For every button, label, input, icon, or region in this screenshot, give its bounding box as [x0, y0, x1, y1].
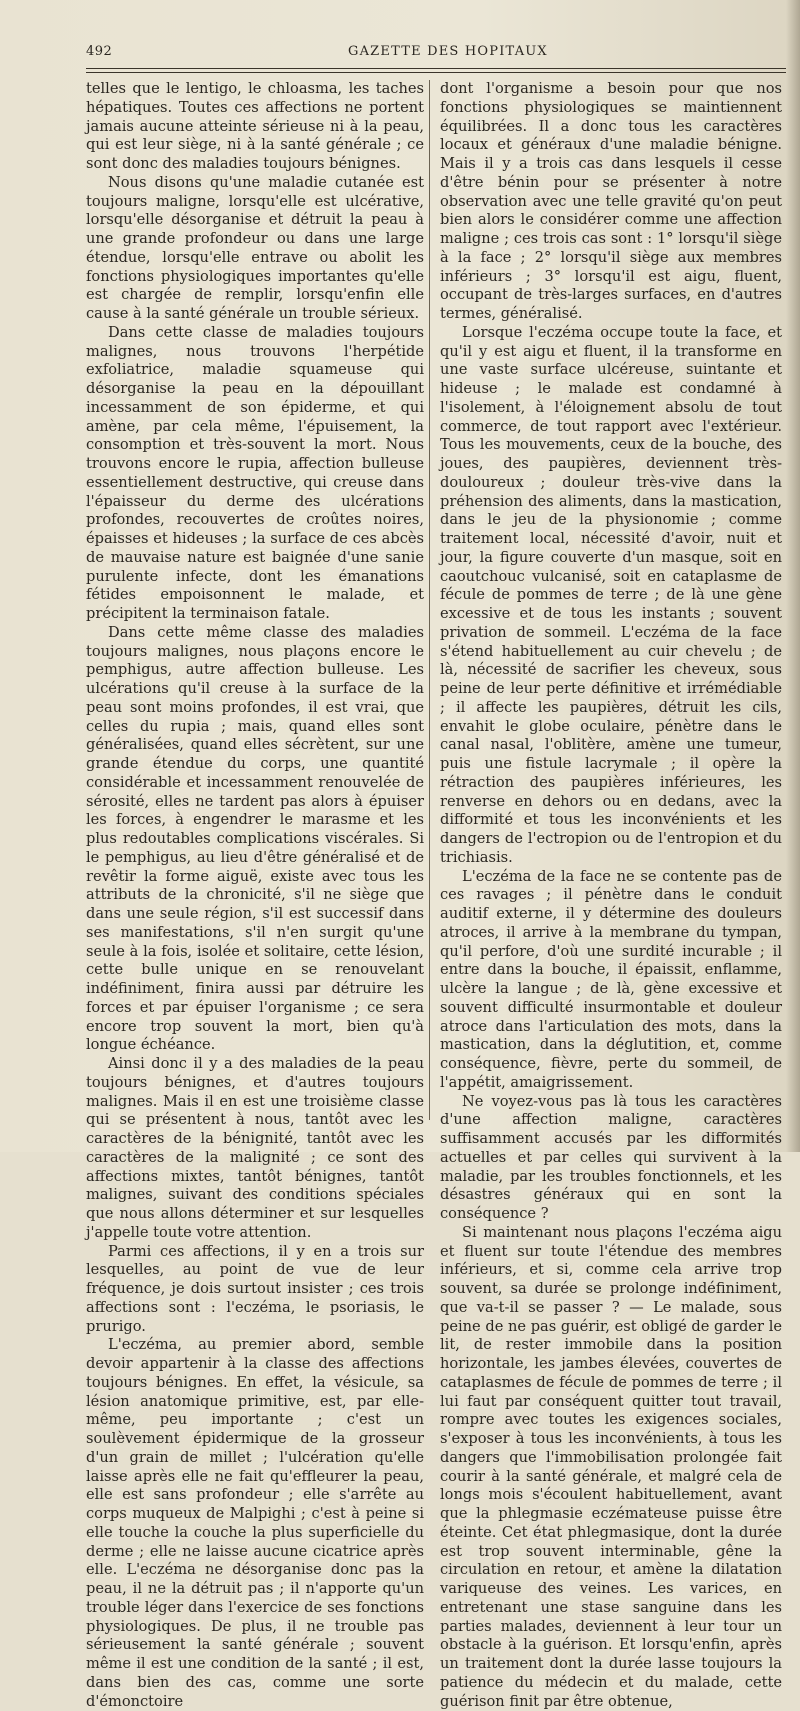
paragraph: L'eczéma de la face ne se contente pas de ces ravages ; il pénètre dans le conduit auditif externe, il y détermine des douleurs atroces, il arrive à la membrane du tympan, qu'il perfore, d'où une surdité incurable ; il entre dans la bouche, il épaissit, enflamme, ulcère la langue ; de là, gène excessive et souvent difficulté insurmontable et douleur atroce dans l'articulation des mots, dans la mastication, dans la déglutition, et, comme conséquence, fièvre, perte du sommeil, de l'appétit, amaigrissement.	[440, 867, 782, 1091]
right-column	[440, 80, 782, 1711]
paragraph: telles que le lentigo, le chloasma, les taches hépatiques. Toutes ces affections ne portent jamais aucune atteinte sérieuse ni à la peau, qui est leur siège, ni à la santé générale ; ce sont donc des maladies toujours bénignes.	[86, 80, 424, 172]
paragraph: Si maintenant nous plaçons l'eczéma aigu et fluent sur toute l'étendue des membres inférieurs, et si, comme cela arrive trop souvent, sa durée se prolonge indéfiniment, que va-t-il se passer ? — Le malade, sous peine de ne pas guérir, est obligé de garder le lit, de rester immobile dans la position horizontale, les jambes élevées, couvertes de cataplasmes de fécule de pommes de terre ; il lui faut par conséquent quitter tout travail, rompre avec toutes les exigences sociales, s'exposer à tous les inconvénients, à tous les dangers que l'immobilisation prolongée fait courir à la santé générale, et malgré cela de longs mois s'écoulent habituellement, avant que la phlegmasie eczémateuse puisse être éteinte. Cet état phlegmasique, dont la durée est trop souvent interminable, gêne la circulation en retour, et amène la dilatation variqueuse des veines. Les varices, en entretenant une stase sanguine dans les parties malades, deviennent à leur tour un obstacle à la guérison. Et lorsqu'enfin, après un traitement dont la durée lasse toujours la patience du médecin et du malade, cette guérison finit par être obtenue,	[440, 1223, 782, 1710]
scan-edge-shadow	[786, 0, 800, 1152]
header-rule-thin	[86, 68, 786, 69]
paragraph: Lorsque l'eczéma occupe toute la face, et qu'il y est aigu et fluent, il la transforme en une vaste surface ulcéreuse, suintante et hideuse ; le malade est condamné à l'isolement, à l'éloignement absolu de tout commerce, de tout rapport avec l'extérieur. Tous les mouvements, ceux de la bouche, des joues, des paupières, deviennent très-douloureux ; douleur très-vive dans la préhension des aliments, dans la mastication, dans le jeu de la physionomie ; comme traitement local, nécessité d'avoir, nuit et jour, la figure couverte d'un masque, soit en caoutchouc vulcanisé, soit en cataplasme de fécule de pommes de terre ; de là une gène excessive et de tous les instants ; souvent privation de sommeil. L'eczéma de la face s'étend habituellement au cuir chevelu ; de là, nécessité de sacrifier les cheveux, sous peine de leur perte définitive et irrémédiable ; il affecte les paupières, détruit les cils, envahit le globe oculaire, pénètre dans le canal nasal, l'oblitère, amène une tumeur, puis une fistule lacrymale ; il opère la rétraction des paupières inférieures, les renverse en dehors ou en dedans, avec la difformité et tous les inconvénients et les dangers de l'ectropion ou de l'entropion et du trichiasis.	[440, 323, 782, 866]
paragraph: Dans cette même classe des maladies toujours malignes, nous plaçons encore le pemphigus, autre affection bulleuse. Les ulcérations qu'il creuse à la surface de la peau sont moins profondes, il est vrai, que celles du rupia ; mais, quand elles sont généralisées, quand elles sécrètent, sur une grande étendue du corps, une quantité considérable et incessamment renouvelée de sérosité, elles ne tardent pas alors à épuiser les forces, à engendrer le marasme et les plus redoutables complications viscérales. Si le pemphigus, au lieu d'être généralisé et de revêtir la forme aiguë, existe avec tous les attributs de la chronicité, s'il ne siège que dans une seule région, s'il est successif dans ses manifestations, s'il n'en surgit qu'une seule à la fois, isolée et solitaire, cette lésion, cette bulle unique en se renouvelant indéfiniment, finira aussi par détruire les forces et par épuiser l'organisme ; ce sera encore trop souvent la mort, bien qu'à longue échéance.	[86, 623, 424, 1054]
page-number: 492	[86, 44, 113, 59]
paragraph: Parmi ces affections, il y en a trois sur lesquelles, au point de vue de leur fréquence, je dois surtout insister ; ces trois affections sont : l'eczéma, le psoriasis, le prurigo.	[86, 1242, 424, 1335]
paragraph: Dans cette classe de maladies toujours malignes, nous trouvons l'herpétide exfoliatrice, maladie squameuse qui désorganise la peau en la dépouillant incessamment de son épiderme, et qui amène, par cela même, l'épuisement, la consomption et très-souvent la mort. Nous trouvons encore le rupia, affection bulleuse essentiellement destructive, qui creuse dans l'épaisseur du derme des ulcérations profondes, recouvertes de croûtes noires, épaisses et hideuses ; la surface de ces abcès de mauvaise nature est baignée d'une sanie purulente infecte, dont les émanations fétides empoisonnent le malade, et précipitent la terminaison fatale.	[86, 323, 424, 622]
paragraph: Nous disons qu'une maladie cutanée est toujours maligne, lorsqu'elle est ulcérative, lorsqu'elle désorganise et détruit la peau à une grande profondeur ou dans une large étendue, lorsqu'elle entrave ou abolit les fonctions physiologiques importantes qu'elle est chargée de remplir, lorsqu'enfin elle cause à la santé générale un trouble sérieux.	[86, 173, 424, 322]
paragraph: L'eczéma, au premier abord, semble devoir appartenir à la classe des affections toujours bénignes. En effet, la vésicule, sa lésion anatomique primitive, est, par elle-même, peu importante ; c'est un soulèvement épidermique de la grosseur d'un grain de millet ; l'ulcération qu'elle laisse après elle ne fait qu'effleurer la peau, elle est sans profondeur ; elle s'arrête au corps muqueux de Malpighi ; c'est à peine si elle touche la couche la plus superficielle du derme ; elle ne laisse aucune cicatrice après elle. L'eczéma ne désorganise donc pas la peau, il ne la détruit pas ; il n'apporte qu'un trouble léger dans l'exercice de ses fonctions physiologiques. De plus, il ne trouble pas sérieusement la santé générale ; souvent même il est une condition de la santé ; il est, dans bien des cas, comme une sorte d'émonctoire	[86, 1336, 424, 1710]
page-header	[86, 44, 786, 64]
left-column	[86, 80, 424, 1711]
column-divider	[429, 80, 430, 1120]
journal-title: GAZETTE DES HOPITAUX	[348, 44, 548, 59]
paragraph: Ne voyez-vous pas là tous les caractères d'une affection maligne, caractères suffisamment accusés par les difformités actuelles et par celles qui survivent à la maladie, par les troubles fonctionnels, et les désastres généraux qui en sont la conséquence ?	[440, 1092, 782, 1222]
paragraph: Ainsi donc il y a des maladies de la peau toujours bénignes, et d'autres toujours malignes. Mais il en est une troisième classe qui se présentent à nous, tantôt avec les caractères de la bénignité, tantôt avec les caractères de la malignité ; ce sont des affections mixtes, tantôt bénignes, tantôt malignes, suivant des conditions spéciales que nous allons déterminer et sur lesquelles j'appelle toute votre attention.	[86, 1055, 424, 1241]
header-rule-thick	[86, 72, 786, 73]
paragraph: dont l'organisme a besoin pour que nos fonctions physiologiques se maintiennent équilibrées. Il a donc tous les caractères locaux et généraux d'une maladie bénigne. Mais il y a trois cas dans lesquels il cesse d'être bénin pour se présenter à notre observation avec une telle gravité qu'on peut bien alors le considérer comme une affection maligne ; ces trois cas sont : 1° lorsqu'il siège à la face ; 2° lorsqu'il siège aux membres inférieurs ; 3° lorsqu'il est aigu, fluent, occupant de très-larges surfaces, en d'autres termes, généralisé.	[440, 80, 782, 322]
